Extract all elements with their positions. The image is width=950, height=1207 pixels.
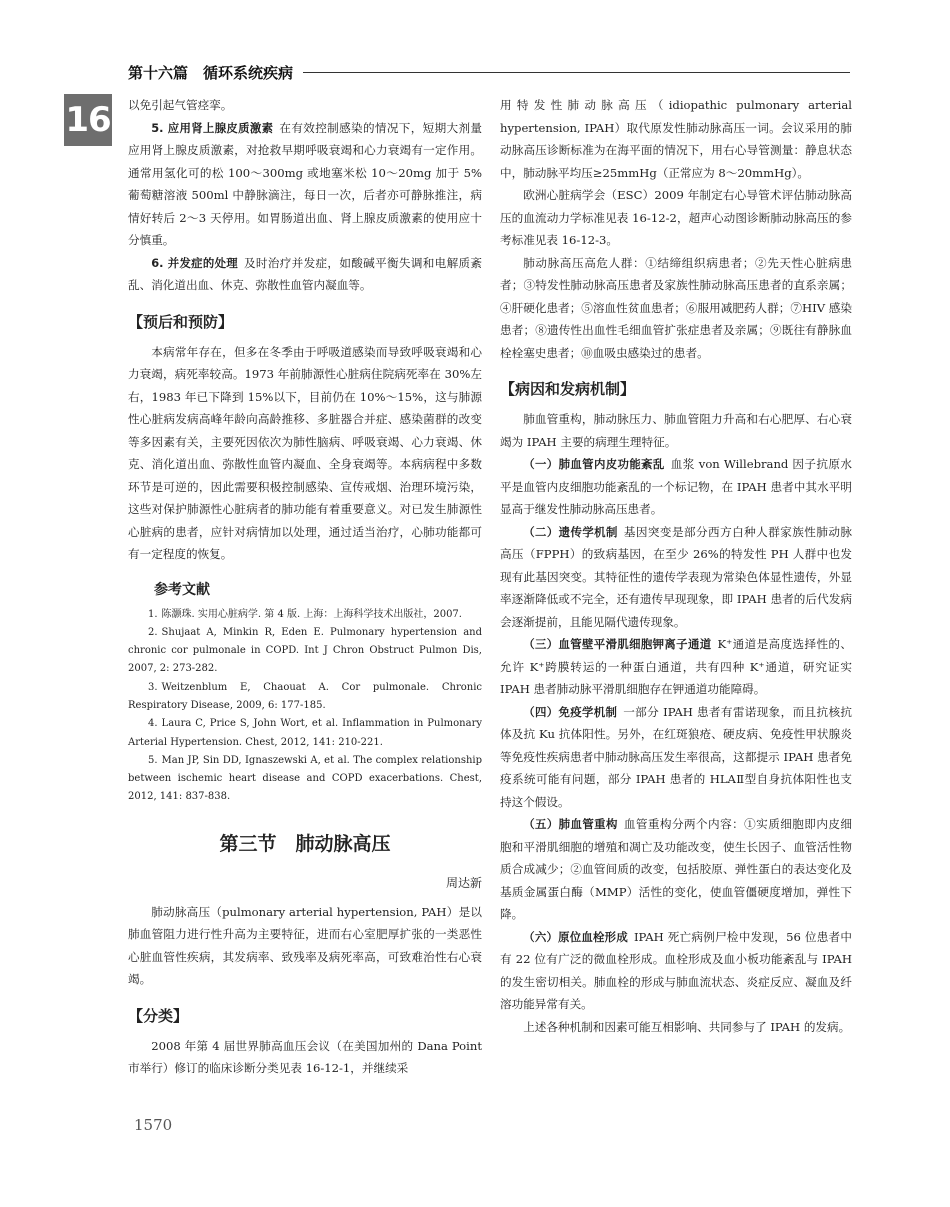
classification-continued-paragraph: 用特发性肺动脉高压（idiopathic pulmonary arterial hypertension, IPAH）取代原发性肺动脉高压一词。会议采用的肺动脉高压诊断标准为在海平面的情况下，用右心导管测量：静息状态中，肺动脉平均压≥25mmHg（正常应为 8～20mmHg）。 — [500, 98, 852, 180]
classification-paragraph: 2008 年第 4 届世界肺高血压会议（在美国加州的 Dana Point 市举行）修订的临床诊断分类见表 16-12-1，并继续采 — [128, 1038, 482, 1076]
prognosis-paragraph: 本病常年存在，但多在冬季由于呼吸道感染而导致呼吸衰竭和心力衰竭，病死率较高。1973 年前肺源性心脏病住院病死率在 30%左右，1983 年已下降到 15%以下，目前仍在 10%～15%，这与肺源性心脏病发病高峰年龄向高龄推移、多脏器合并症、感染菌群的改变等多因素有关，主要死因依次为肺性脑病、呼吸衰竭、心力衰竭、休克、消化道出血、弥散性血管内凝血、全身衰竭等。本病病程中多数环节是可逆的，因此需要积极控制感染、宣传戒烟、治理环境污染，这些对保护肺源性心脏病者的肺功能有着重要意义。对已发生肺源性心脏病的患者，应针对病情加以处理，通过适当治疗，心肺功能都可有一定程度的恢复。 — [128, 344, 482, 561]
mechanism-paragraph: （四）免疫学机制 一部分 IPAH 患者有雷诺现象，而且抗核抗体及抗 Ku 抗体阳性。另外，在红斑狼疮、硬皮病、免疫性甲状腺炎等免疫性疾病患者中肺动脉高压发生率很高，这都提示 IPAH 患者免疫系统可能有问题，部分 IPAH 患者的 HLAⅡ型自身抗体阳性也支持这个假设。 — [500, 704, 852, 809]
continued-paragraph: 以免引起气管痉挛。 — [128, 98, 233, 112]
classification-heading: 【分类】 — [128, 1006, 189, 1025]
chapter-tab-badge: 16 — [64, 94, 112, 146]
running-header-title: 第十六篇 循环系统疾病 — [128, 63, 294, 82]
header-rule — [303, 72, 850, 73]
mechanism-paragraph: （二）遗传学机制 基因突变是部分西方白种人群家族性肺动脉高压（FPPH）的致病基因，在至少 26%的特发性 PH 人群中也发现有此基因突变。其特征性的遗传学表现为常染色体显性遗传，外显率逐渐降低或不完全，还有遗传早现现象，即 IPAH 患者的后代发病会逐渐提前，且能见隔代遗传现象。 — [500, 524, 852, 629]
treatment-item-6-label: 6. 并发症的处理 — [151, 255, 239, 270]
closing-paragraph: 上述各种机制和因素可能互相影响、共同参与了 IPAH 的发病。 — [523, 1019, 851, 1034]
right-column — [500, 94, 852, 1038]
treatment-item-6 — [128, 252, 482, 297]
etiology-intro-paragraph: 肺血管重构，肺动脉压力、肺血管阻力升高和右心肥厚、右心衰竭为 IPAH 主要的病理生理特征。 — [500, 412, 852, 449]
prognosis-heading: 【预后和预防】 — [128, 312, 234, 331]
high-risk-paragraph: 肺动脉高压高危人群：①结缔组织病患者；②先天性心脏病患者；③特发性肺动脉高压患者及家族性肺动脉高压患者的直系亲属；④肝硬化患者；⑤溶血性贫血患者；⑥服用减肥药人群；⑦HIV 感染患者；⑧遗传性出血性毛细血管扩张症患者及亲属；⑨既往有静脉血栓栓塞史患者；⑩血吸虫感染过的患者。 — [500, 255, 852, 360]
mechanism-paragraph: （一）肺血管内皮功能紊乱 血浆 von Willebrand 因子抗原水平是血管内皮细胞功能紊乱的一个标记物，在 IPAH 患者中其水平明显高于继发性肺动脉高压患者。 — [500, 457, 852, 516]
esc-paragraph: 欧洲心脏病学会（ESC）2009 年制定右心导管术评估肺动脉高压的血流动力学标准见表 16-12-2，超声心动图诊断肺动脉高压的参考标准见表 16-12-3。 — [500, 188, 852, 247]
treatment-item-6-text: 及时治疗并发症，如酸碱平衡失调和电解质紊乱、消化道出血、休克、弥散性血管内凝血等。 — [128, 255, 483, 292]
author-name: 周达新 — [445, 875, 482, 890]
treatment-item-5 — [128, 117, 482, 252]
reference-list — [128, 606, 482, 807]
pah-intro-paragraph: 肺动脉高压（pulmonary arterial hypertension, PAH）是以肺血管阻力进行性升高为主要特征，进而右心室肥厚扩张的一类恶性心脏血管性疾病，其发病率、致残率及病死率高，可致难治性右心衰竭。 — [128, 904, 482, 987]
left-column — [128, 94, 482, 1080]
reference-item: 3. Weitzenblum E, Chaouat A. Cor pulmonale. Chronic Respiratory Disease, 2009, 6: 177-185. — [128, 681, 482, 711]
mechanism-paragraph: （五）肺血管重构 血管重构分两个内容：①实质细胞即内皮细胞和平滑肌细胞的增殖和凋亡及功能改变，使生长因子、血管活性物质合成减少；②血管间质的改变，包括胶原、弹性蛋白的表达变化及基质金属蛋白酶（MMP）活性的变化，使血管僵硬度增加，弹性下降。 — [500, 817, 852, 921]
etiology-heading: 【病因和发病机制】 — [500, 380, 636, 398]
reference-item: 2. Shujaat A, Minkin R, Eden E. Pulmonary hypertension and chronic cor pulmonale in COPD. Int J Chron Obstruct Pulmon Dis, 2007, 2: 273-282. — [128, 626, 482, 675]
treatment-item-5-label: 5. 应用肾上腺皮质激素 — [151, 120, 274, 135]
treatment-item-5-text: 在有效控制感染的情况下，短期大剂量应用肾上腺皮质激素，对抢救早期呼吸衰竭和心力衰竭有一定作用。通常用氢化可的松 100～300mg 或地塞米松 10～20mg 加于 5%葡萄糖溶液 500ml 中静脉滴注，每日一次，后者亦可静脉推注，病情好转后 2～3 天停用。如胃肠道出血、肾上腺皮质激素的使用应十分慎重。 — [128, 120, 482, 247]
mechanism-paragraph: （六）原位血栓形成 IPAH 死亡病例尸检中发现，56 位患者中有 22 位有广泛的微血栓形成。血栓形成及血小板功能紊乱与 IPAH 的发生密切相关。肺血栓的形成与肺血流状态、炎症反应、凝血及纤溶功能异常有关。 — [500, 929, 852, 1011]
page-number: 1570 — [134, 1116, 173, 1134]
running-header — [128, 60, 850, 84]
reference-item: 5. Man JP, Sin DD, Ignaszewski A, et al. The complex relationship between ischemic heart disease and COPD exacerbations. Chest, 2012, 141: 837-838. — [128, 754, 482, 803]
references-heading: 参考文献 — [154, 581, 210, 598]
reference-item: 1. 陈灏珠. 实用心脏病学. 第 4 版. 上海：上海科学技术出版社，2007. — [148, 608, 462, 620]
reference-item: 4. Laura C, Price S, John Wort, et al. Inflammation in Pulmonary Arterial Hypertension. Chest, 2012, 141: 210-221. — [128, 718, 482, 748]
section-title: 第三节 肺动脉高压 — [219, 832, 391, 855]
mechanism-paragraph: （三）血管壁平滑肌细胞钾离子通道 K⁺通道是高度选择性的、允许 K⁺跨膜转运的一种蛋白通道，共有四种 K⁺通道，研究证实 IPAH 患者肺动脉平滑肌细胞存在钾通道功能障碍。 — [500, 637, 852, 696]
